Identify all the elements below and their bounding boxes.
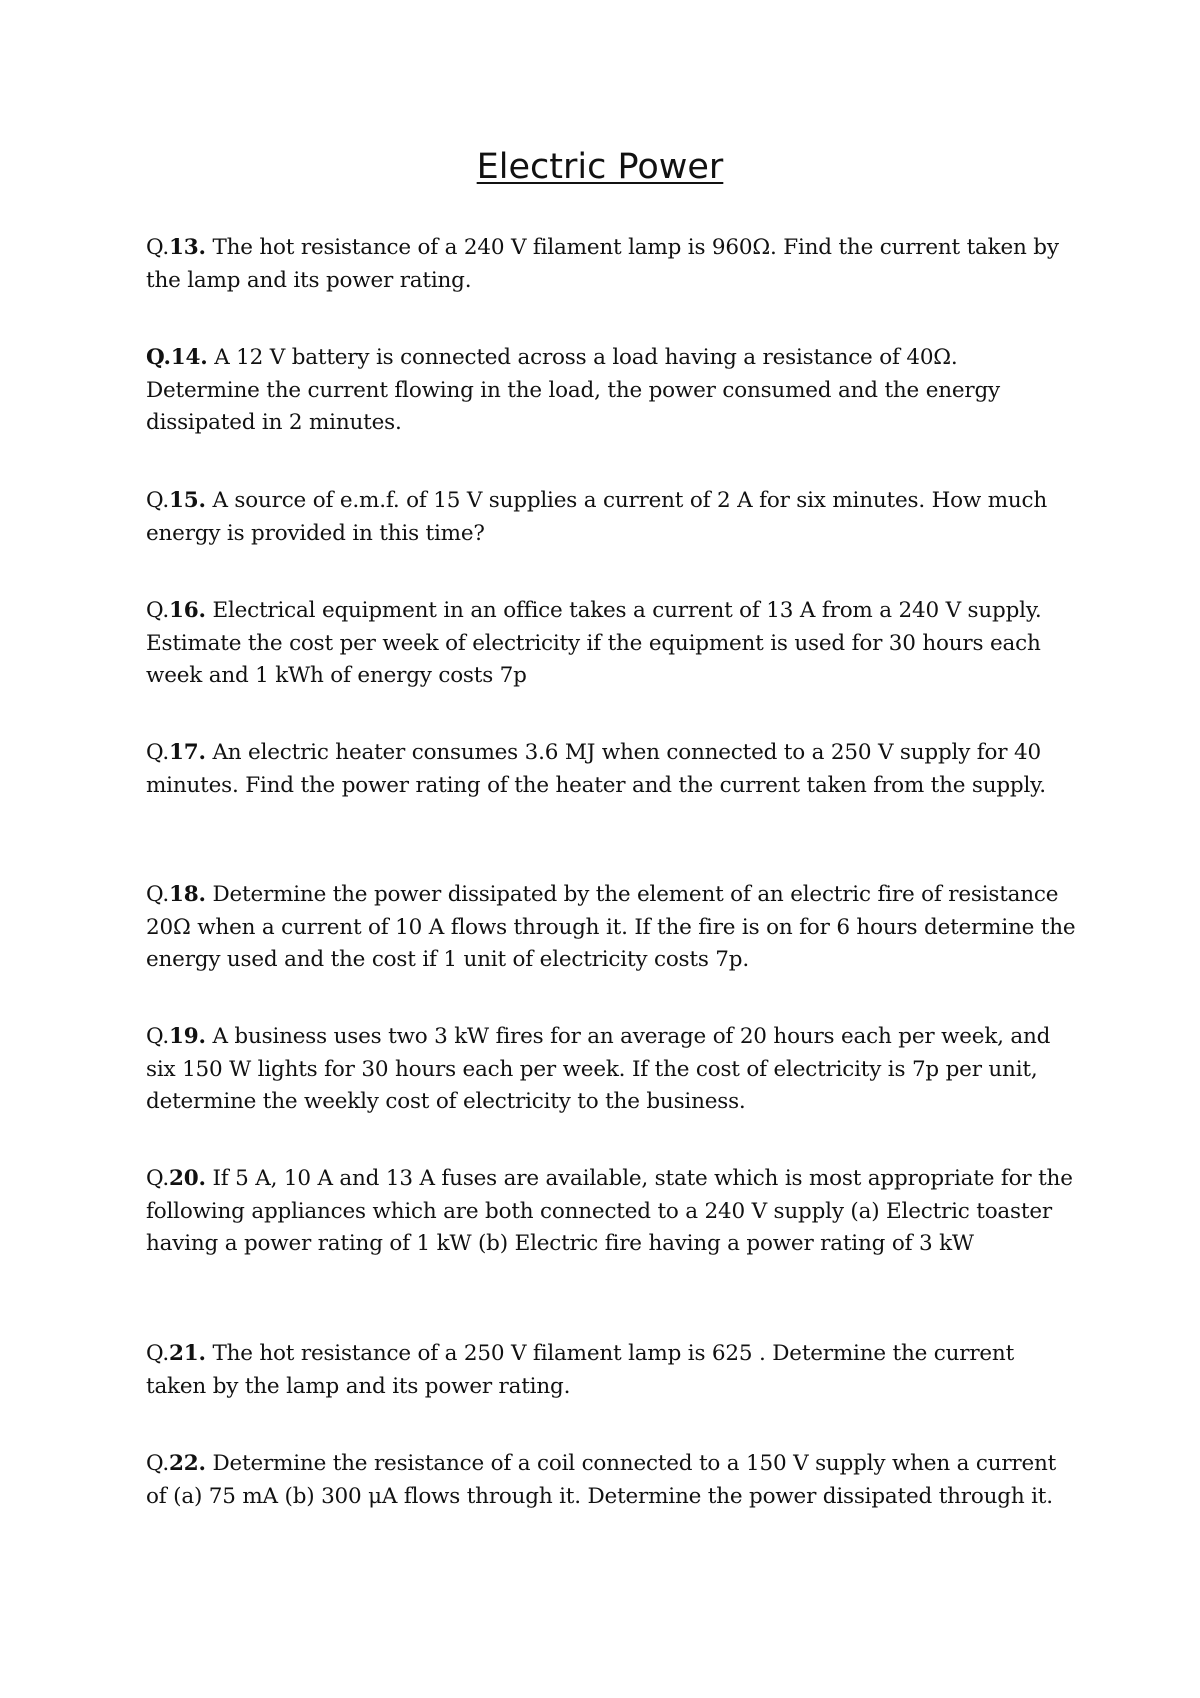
question-19 (146, 1021, 1076, 1119)
question-text: A business uses two 3 kW fires for an average of 20 hours each per week, and six 150 W lights for 30 hours each per week. If the cost of electricity is 7p per unit, determine the weekly cost of electricity to the business. (146, 1024, 1051, 1114)
question-text: Determine the resistance of a coil connected to a 150 V supply when a current of (a) 75 mA (b) 300 μA flows through it. Determine the power dissipated through it. (146, 1451, 1057, 1509)
question-number: 13. (169, 235, 206, 260)
question-number: 14. (170, 345, 208, 370)
question-13 (146, 232, 1076, 297)
question-number: 22. (169, 1451, 206, 1476)
question-17 (146, 737, 1076, 802)
question-prefix: Q. (146, 488, 169, 513)
question-number: 20. (169, 1166, 206, 1191)
question-prefix: Q. (146, 882, 169, 907)
question-text: Determine the power dissipated by the element of an electric fire of resistance 20Ω when a current of 10 A flows through it. If the fire is on for 6 hours determine the energy used and the cost if 1 unit of electricity costs 7p. (146, 882, 1076, 972)
question-number: 21. (169, 1341, 206, 1366)
question-22 (146, 1448, 1076, 1513)
question-prefix: Q. (146, 740, 169, 765)
question-21 (146, 1338, 1076, 1403)
question-15 (146, 485, 1076, 550)
question-20 (146, 1163, 1076, 1261)
question-number: 16. (169, 598, 206, 623)
question-14 (146, 342, 1076, 440)
question-18 (146, 879, 1076, 977)
question-number: 18. (169, 882, 206, 907)
question-number: 15. (169, 488, 206, 513)
question-prefix: Q. (146, 1024, 169, 1049)
page-title: Electric Power (476, 147, 724, 187)
question-prefix: Q. (146, 1451, 169, 1476)
question-text: The hot resistance of a 240 V filament lamp is 960Ω. Find the current taken by the lamp and its power rating. (146, 235, 1059, 293)
question-prefix: Q. (146, 598, 169, 623)
question-number: 17. (169, 740, 206, 765)
question-text: An electric heater consumes 3.6 MJ when connected to a 250 V supply for 40 minutes. Find the power rating of the heater and the current taken from the supply. (146, 740, 1046, 798)
question-number: 19. (169, 1024, 206, 1049)
question-16 (146, 595, 1076, 693)
question-prefix: Q. (146, 1166, 169, 1191)
question-text: A 12 V battery is connected across a load having a resistance of 40Ω. Determine the current flowing in the load, the power consumed and the energy dissipated in 2 minutes. (146, 345, 1000, 435)
question-prefix: Q. (146, 1341, 169, 1366)
question-text: Electrical equipment in an office takes a current of 13 A from a 240 V supply. Estimate the cost per week of electricity if the equipment is used for 30 hours each week and 1 kWh of energy costs 7p (146, 598, 1042, 688)
question-text: If 5 A, 10 A and 13 A fuses are available, state which is most appropriate for the following appliances which are both connected to a 240 V supply (a) Electric toaster having a power rating of 1 kW (b) Electric fire having a power rating of 3 kW (146, 1166, 1073, 1256)
question-text: A source of e.m.f. of 15 V supplies a current of 2 A for six minutes. How much energy is provided in this time? (146, 488, 1048, 546)
question-prefix: Q. (146, 235, 169, 260)
question-prefix: Q. (146, 345, 171, 370)
question-text: The hot resistance of a 250 V filament lamp is 625 . Determine the current taken by the lamp and its power rating. (146, 1341, 1015, 1399)
